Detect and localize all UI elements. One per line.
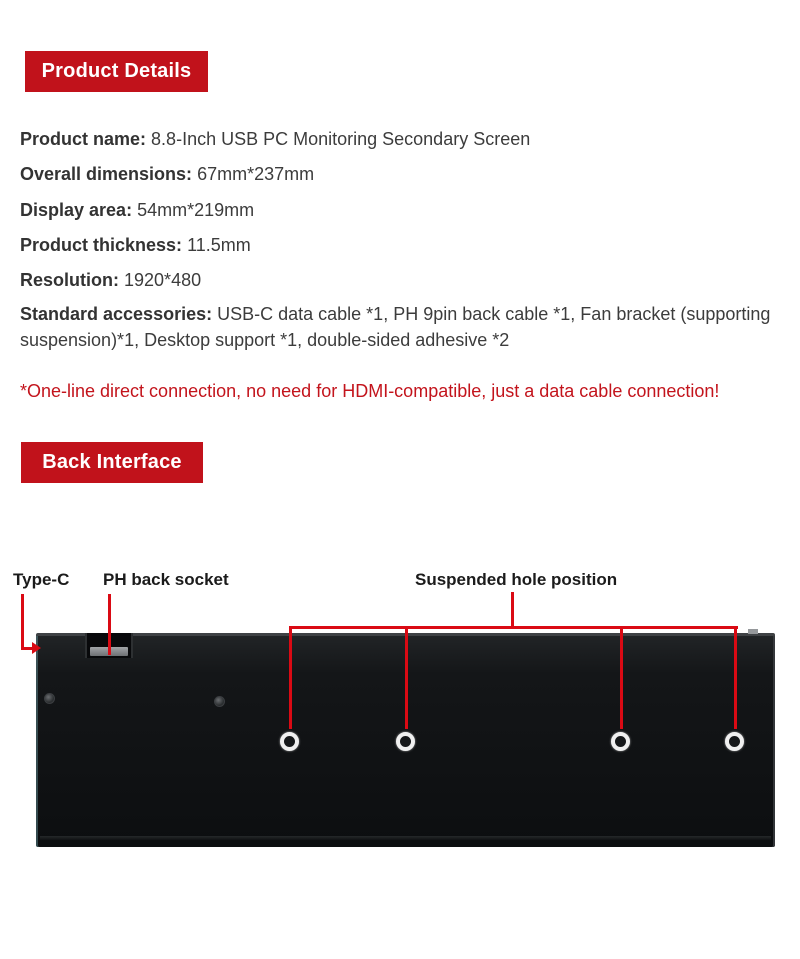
suspension-hole: [280, 732, 299, 751]
spec-label: Display area:: [20, 200, 133, 220]
panel-bottom-edge: [40, 836, 771, 841]
spec-value: 8.8-Inch USB PC Monitoring Secondary Screen: [151, 129, 531, 149]
spec-label: Product name:: [20, 129, 147, 149]
spec-value: 1920*480: [124, 270, 202, 290]
suspended-hole-pointer-line: [405, 626, 408, 729]
suspension-hole: [725, 732, 744, 751]
product-details-badge: Product Details: [25, 51, 208, 92]
annotation-label-ph-back-socket: PH back socket: [103, 570, 229, 589]
suspension-hole: [396, 732, 415, 751]
spec-value: 54mm*219mm: [137, 200, 255, 220]
screw: [214, 696, 225, 707]
annotation-label-type-c: Type-C: [13, 570, 70, 589]
spec-value: 67mm*237mm: [197, 164, 315, 184]
spec-row-product-thickness: [20, 232, 798, 258]
screw: [44, 693, 55, 704]
ph-socket-leader-line: [108, 594, 111, 655]
suspension-hole: [611, 732, 630, 751]
type-c-leader-line: [21, 594, 24, 649]
type-c-arrow-icon: [32, 642, 41, 654]
connection-note: *One-line direct connection, no need for HDMI-compatible, just a data cable connection!: [20, 381, 720, 401]
spec-label: Standard accessories:: [20, 304, 213, 324]
spec-row-standard-accessories: [20, 301, 798, 353]
spec-row-overall-dimensions: [20, 161, 798, 187]
suspended-hole-pointer-line: [620, 626, 623, 729]
spec-row-product-name: [20, 126, 798, 152]
back-interface-badge: Back Interface: [21, 442, 203, 483]
panel-top-tab: [748, 629, 758, 634]
suspended-hole-span-line: [289, 626, 738, 629]
spec-row-resolution: [20, 267, 798, 293]
suspended-hole-pointer-line: [289, 626, 292, 729]
spec-label: Product thickness:: [20, 235, 183, 255]
spec-row-display-area: [20, 197, 798, 223]
suspended-hole-pointer-line: [734, 626, 737, 729]
spec-label: Overall dimensions:: [20, 164, 193, 184]
spec-label: Resolution:: [20, 270, 119, 290]
spec-value: 11.5mm: [187, 235, 251, 255]
spec-value: USB-C data cable *1, PH 9pin back cable *1, Fan bracket (supporting suspension)*1, Desktop support *1, double-sided adhesive *2: [20, 304, 771, 350]
suspended-hole-leader-line: [511, 592, 514, 628]
annotation-label-suspended-hole-position: Suspended hole position: [415, 570, 618, 589]
